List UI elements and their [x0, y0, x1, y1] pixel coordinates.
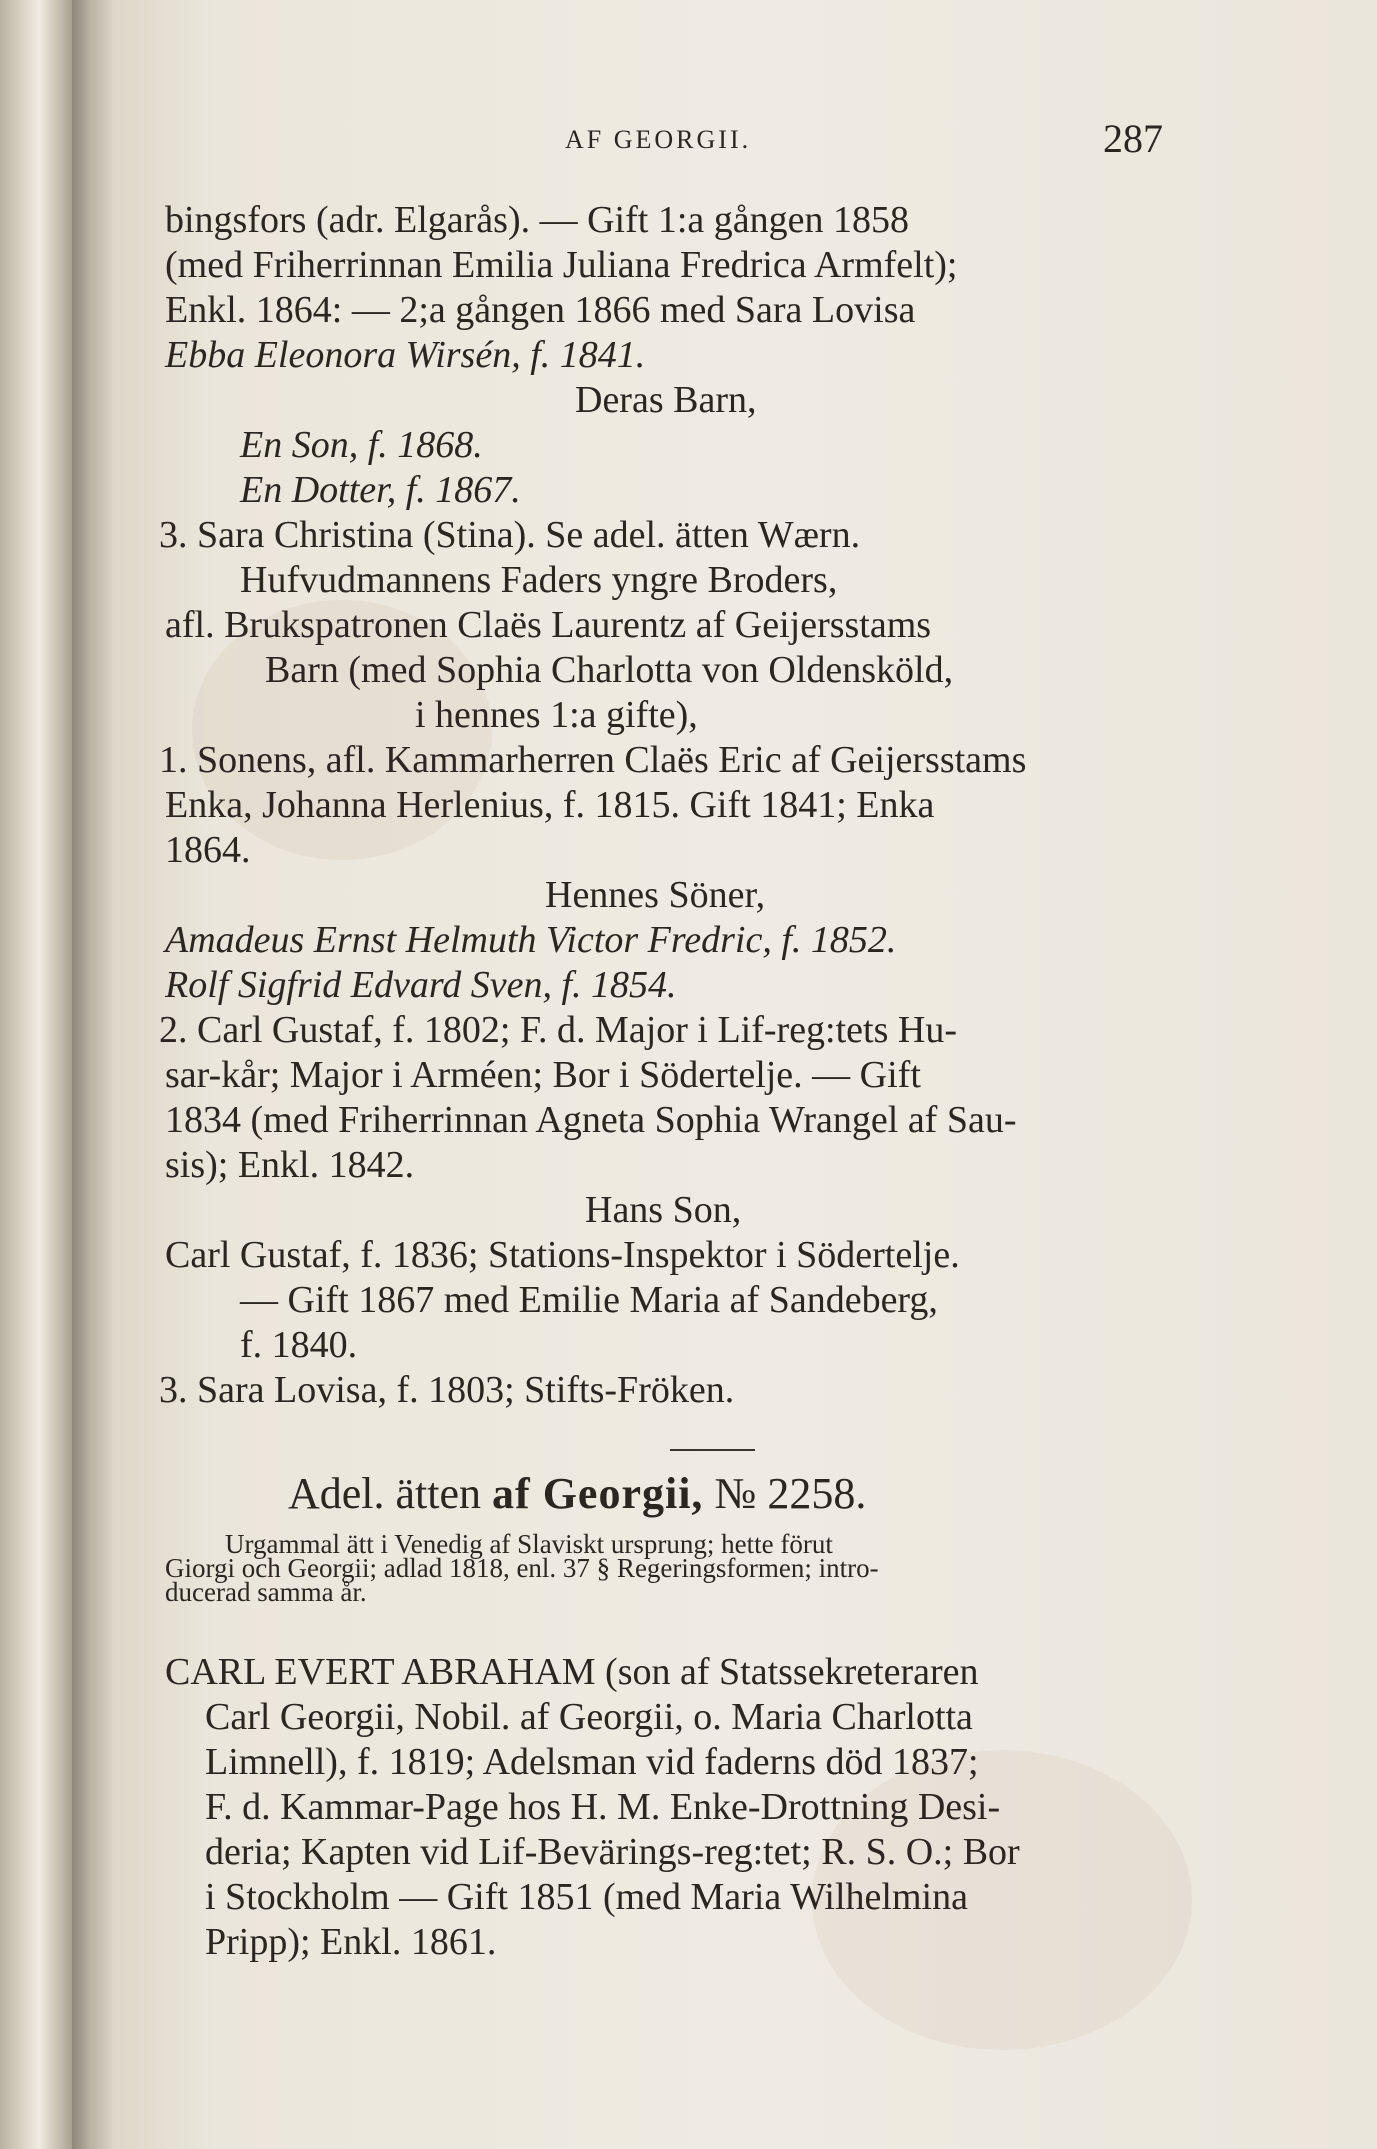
text-line: En Dotter, f. 1867. [240, 469, 521, 511]
text-line: bingsfors (adr. Elgarås). — Gift 1:a gången 1858 [165, 199, 909, 241]
text-line: 1834 (med Friherrinnan Agneta Sophia Wrangel af Sau- [165, 1099, 1017, 1141]
family-heading [288, 1468, 866, 1519]
text-line: 3. Sara Lovisa, f. 1803; Stifts-Fröken. [159, 1369, 735, 1411]
text-line: 1864. [165, 829, 251, 871]
note-line: ducerad samma år. [165, 1577, 367, 1607]
text-line: i hennes 1:a gifte), [415, 694, 698, 736]
heading-name: af Georgii, [492, 1469, 704, 1518]
entry-line: Pripp); Enkl. 1861. [205, 1921, 497, 1963]
text-line: sis); Enkl. 1842. [165, 1144, 415, 1186]
text-line: afl. Brukspatronen Claës Laurentz af Geijersstams [165, 604, 932, 646]
text-line: Rolf Sigfrid Edvard Sven, f. 1854. [165, 964, 677, 1006]
page-number: 287 [1103, 116, 1163, 161]
text-line: sar-kår; Major i Arméen; Bor i Södertelje. — Gift [165, 1054, 921, 1096]
text-line: Enka, Johanna Herlenius, f. 1815. Gift 1841; Enka [165, 784, 935, 826]
note-line: Urgammal ätt i Venedig af Slaviskt ursprung; hette förut [225, 1529, 833, 1559]
section-divider [670, 1449, 755, 1451]
book-gutter [72, 0, 112, 2149]
entry-line: F. d. Kammar-Page hos H. M. Enke-Drottning Desi- [205, 1786, 1001, 1828]
text-line: Enkl. 1864: — 2;a gången 1866 med Sara Lovisa [165, 289, 916, 331]
text-line: Carl Gustaf, f. 1836; Stations-Inspektor i Södertelje. [165, 1234, 960, 1276]
entry-line: Limnell), f. 1819; Adelsman vid faderns död 1837; [205, 1741, 979, 1783]
heading-prefix: Adel. ätten [288, 1469, 482, 1518]
running-head-title: AF GEORGII. [565, 125, 752, 154]
text-line: Hennes Söner, [545, 874, 766, 916]
text-line: (med Friherrinnan Emilia Juliana Fredrica Armfelt); [165, 244, 958, 286]
heading-number: № 2258. [714, 1469, 867, 1518]
text-line: 1. Sonens, afl. Kammarherren Claës Eric af Geijersstams [159, 739, 1027, 781]
text-line: 3. Sara Christina (Stina). Se adel. ätten Wærn. [159, 514, 861, 556]
note-line: Giorgi och Georgii; adlad 1818, enl. 37 § Regeringsformen; intro- [165, 1553, 879, 1583]
family-note [165, 1529, 1225, 1607]
text-line: — Gift 1867 med Emilie Maria af Sandeberg, [240, 1279, 938, 1321]
left-page-edge [0, 0, 72, 2149]
main-text [159, 198, 1225, 1413]
text-line: Deras Barn, [575, 379, 757, 421]
text-line: 2. Carl Gustaf, f. 1802; F. d. Major i Lif-reg:tets Hu- [159, 1009, 957, 1051]
entry-line: i Stockholm — Gift 1851 (med Maria Wilhelmina [205, 1876, 968, 1918]
entry-line: Carl Georgii, Nobil. af Georgii, o. Maria Charlotta [205, 1696, 973, 1738]
text-line: En Son, f. 1868. [240, 424, 483, 466]
text-line: f. 1840. [240, 1324, 358, 1366]
text-line: Hufvudmannens Faders yngre Broders, [240, 559, 838, 601]
entry-line: CARL EVERT ABRAHAM (son af Statssekreteraren [165, 1651, 979, 1693]
running-head [165, 115, 1225, 165]
entry-line: deria; Kapten vid Lif-Bevärings-reg:tet; R. S. O.; Bor [205, 1831, 1020, 1873]
text-line: Amadeus Ernst Helmuth Victor Fredric, f. 1852. [165, 919, 897, 961]
text-line: Hans Son, [585, 1189, 742, 1231]
family-entry [165, 1650, 1225, 1965]
text-line: Ebba Eleonora Wirsén, f. 1841. [165, 334, 646, 376]
text-line: Barn (med Sophia Charlotta von Oldensköld, [265, 649, 954, 691]
